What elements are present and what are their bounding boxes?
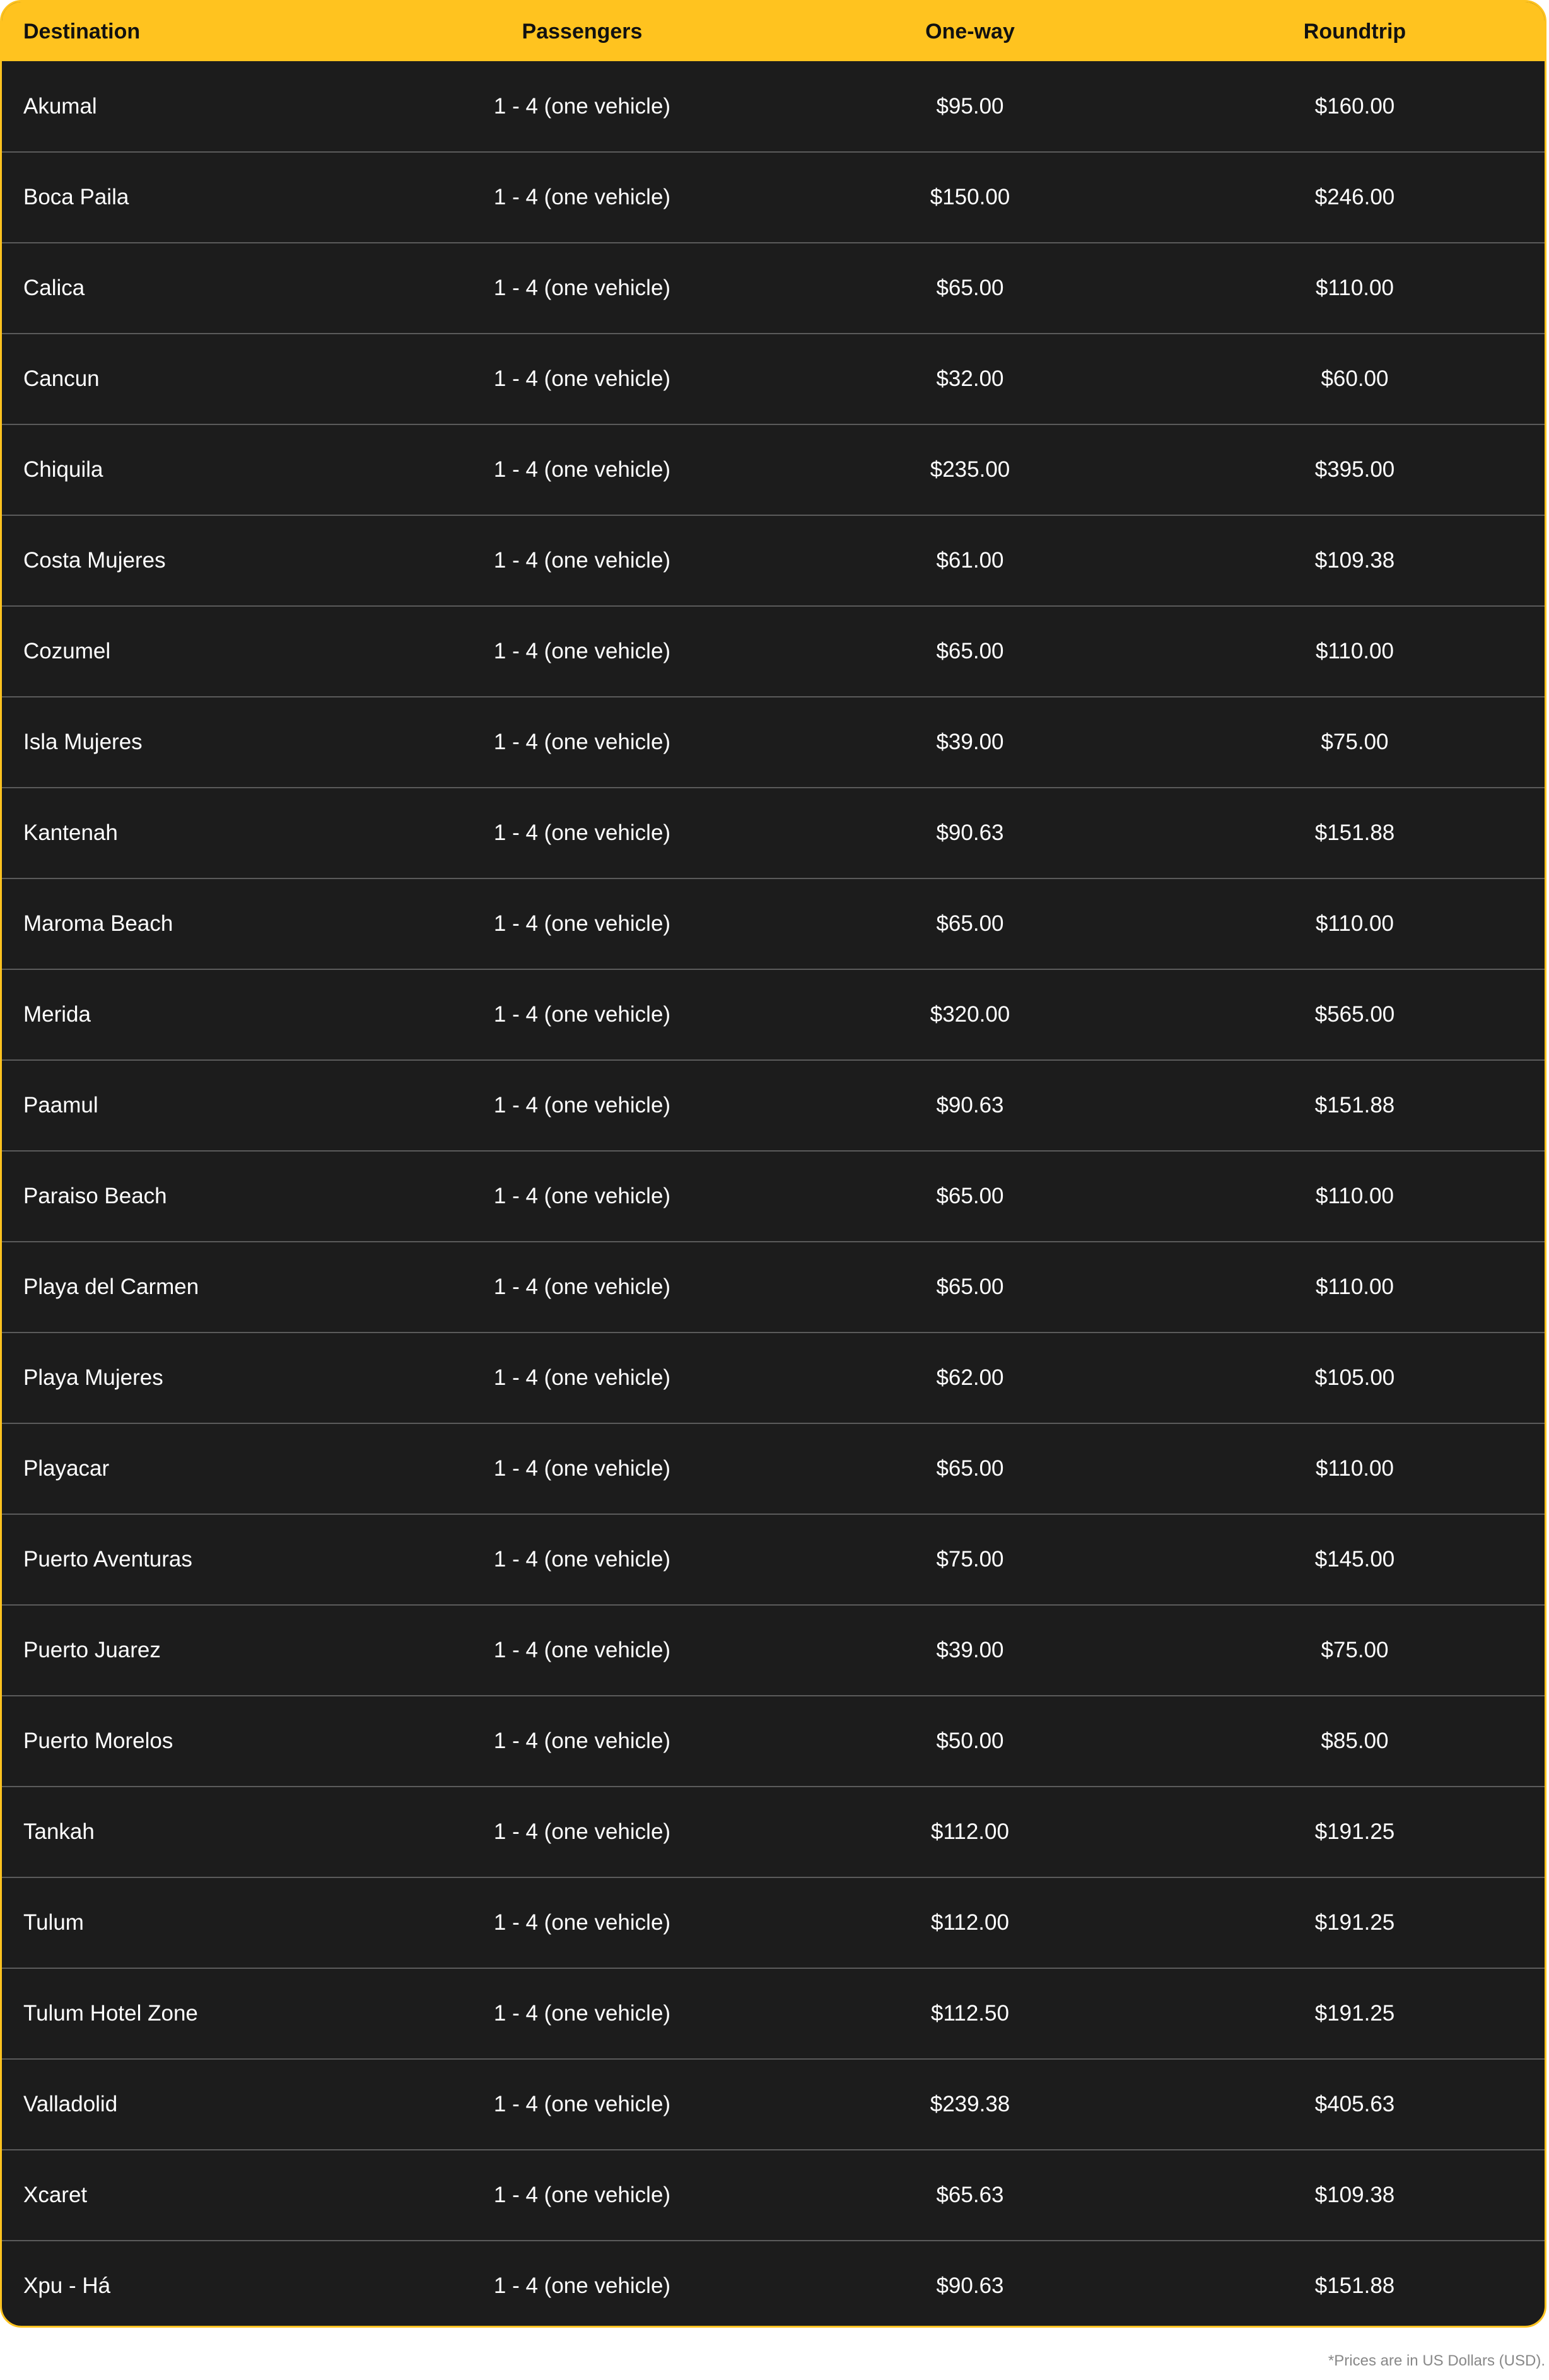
cell-destination: Puerto Morelos	[23, 1729, 173, 1753]
cell-one-way-price: $95.00	[936, 93, 1004, 119]
table-row	[2, 696, 1545, 787]
table-row	[2, 515, 1545, 605]
cell-roundtrip-price: $191.25	[1314, 1819, 1395, 1844]
cell-one-way-price: $65.00	[936, 1184, 1004, 1208]
cell-one-way-price: $65.00	[936, 1275, 1004, 1299]
cell-roundtrip-price: $110.00	[1316, 1456, 1394, 1481]
cell-passengers: 1 - 4 (one vehicle)	[493, 185, 671, 209]
cell-destination: Kantenah	[23, 820, 118, 845]
table-row	[2, 1423, 1545, 1514]
table-row	[2, 1695, 1545, 1786]
cell-roundtrip-price: $151.88	[1314, 820, 1395, 845]
table-row	[2, 1877, 1545, 1968]
table-row	[2, 1604, 1545, 1695]
table-row	[2, 1968, 1545, 2058]
cell-roundtrip-price: $191.25	[1314, 2001, 1395, 2026]
cell-roundtrip-price: $75.00	[1321, 730, 1389, 754]
cell-roundtrip-price: $109.38	[1314, 548, 1395, 573]
cell-destination: Merida	[23, 1002, 91, 1027]
cell-destination: Tulum Hotel Zone	[23, 2001, 198, 2026]
cell-destination: Puerto Aventuras	[23, 1547, 192, 1572]
cell-destination: Paraiso Beach	[23, 1184, 167, 1208]
cell-destination: Cancun	[23, 366, 100, 391]
cell-passengers: 1 - 4 (one vehicle)	[493, 548, 671, 573]
cell-destination: Akumal	[23, 93, 97, 119]
cell-roundtrip-price: $110.00	[1316, 1275, 1394, 1299]
table-header	[2, 2, 1545, 61]
cell-one-way-price: $39.00	[936, 730, 1004, 754]
cell-destination: Playacar	[23, 1456, 110, 1481]
table-row	[2, 242, 1545, 333]
cell-one-way-price: $235.00	[930, 457, 1010, 482]
cell-roundtrip-price: $151.88	[1314, 2273, 1395, 2298]
cell-one-way-price: $75.00	[936, 1547, 1004, 1572]
cell-one-way-price: $50.00	[936, 1729, 1004, 1753]
cell-one-way-price: $32.00	[936, 366, 1004, 391]
currency-footnote: *Prices are in US Dollars (USD).	[1328, 2352, 1545, 2369]
cell-passengers: 1 - 4 (one vehicle)	[493, 1456, 671, 1481]
cell-passengers: 1 - 4 (one vehicle)	[493, 276, 671, 300]
cell-passengers: 1 - 4 (one vehicle)	[493, 1547, 671, 1572]
cell-roundtrip-price: $75.00	[1321, 1638, 1389, 1662]
cell-passengers: 1 - 4 (one vehicle)	[493, 93, 671, 119]
column-header-passengers: Passengers	[522, 19, 643, 44]
table-body	[2, 61, 1545, 2328]
cell-roundtrip-price: $151.88	[1314, 1093, 1395, 1117]
cell-passengers: 1 - 4 (one vehicle)	[493, 1638, 671, 1662]
cell-passengers: 1 - 4 (one vehicle)	[493, 1002, 671, 1027]
cell-passengers: 1 - 4 (one vehicle)	[493, 1275, 671, 1299]
cell-destination: Xcaret	[23, 2183, 88, 2207]
cell-destination: Valladolid	[23, 2092, 118, 2116]
cell-one-way-price: $61.00	[936, 548, 1004, 573]
cell-destination: Isla Mujeres	[23, 730, 143, 754]
cell-roundtrip-price: $405.63	[1314, 2092, 1395, 2116]
cell-roundtrip-price: $110.00	[1316, 276, 1394, 300]
cell-passengers: 1 - 4 (one vehicle)	[493, 1819, 671, 1844]
cell-one-way-price: $239.38	[930, 2092, 1010, 2116]
cell-destination: Playa Mujeres	[23, 1365, 163, 1390]
cell-one-way-price: $90.63	[936, 2273, 1004, 2298]
cell-roundtrip-price: $60.00	[1321, 366, 1389, 391]
cell-one-way-price: $112.00	[931, 1819, 1009, 1844]
table-row	[2, 969, 1545, 1059]
table-row	[2, 1514, 1545, 1604]
cell-destination: Boca Paila	[23, 185, 129, 209]
cell-roundtrip-price: $246.00	[1314, 185, 1395, 209]
cell-one-way-price: $65.63	[936, 2183, 1004, 2207]
table-row	[2, 605, 1545, 696]
column-header-destination: Destination	[23, 19, 141, 44]
cell-destination: Calica	[23, 276, 85, 300]
table-row	[2, 61, 1545, 151]
table-row	[2, 1059, 1545, 1150]
cell-one-way-price: $39.00	[936, 1638, 1004, 1662]
cell-one-way-price: $90.63	[936, 1093, 1004, 1117]
cell-one-way-price: $320.00	[930, 1002, 1010, 1027]
cell-roundtrip-price: $110.00	[1316, 639, 1394, 663]
cell-destination: Cozumel	[23, 639, 111, 663]
table-row	[2, 878, 1545, 969]
table-row	[2, 787, 1545, 878]
column-header-one-way: One-way	[925, 19, 1015, 44]
cell-destination: Paamul	[23, 1093, 98, 1117]
column-header-roundtrip: Roundtrip	[1303, 19, 1406, 44]
table-row	[2, 2149, 1545, 2240]
cell-one-way-price: $150.00	[930, 185, 1010, 209]
cell-destination: Puerto Juarez	[23, 1638, 161, 1662]
cell-one-way-price: $65.00	[936, 1456, 1004, 1481]
table-row	[2, 1241, 1545, 1332]
cell-roundtrip-price: $105.00	[1314, 1365, 1395, 1390]
cell-roundtrip-price: $565.00	[1314, 1002, 1395, 1027]
cell-passengers: 1 - 4 (one vehicle)	[493, 911, 671, 936]
cell-one-way-price: $62.00	[936, 1365, 1004, 1390]
cell-destination: Costa Mujeres	[23, 548, 166, 573]
cell-passengers: 1 - 4 (one vehicle)	[493, 457, 671, 482]
table-row	[2, 333, 1545, 424]
cell-roundtrip-price: $191.25	[1314, 1910, 1395, 1935]
cell-destination: Xpu - Há	[23, 2273, 111, 2298]
cell-passengers: 1 - 4 (one vehicle)	[493, 2092, 671, 2116]
table-row	[2, 2058, 1545, 2149]
cell-destination: Tulum	[23, 1910, 84, 1935]
table-row	[2, 1150, 1545, 1241]
table-row	[2, 2240, 1545, 2328]
cell-roundtrip-price: $160.00	[1314, 93, 1395, 119]
cell-one-way-price: $65.00	[936, 911, 1004, 936]
cell-one-way-price: $65.00	[936, 639, 1004, 663]
table-row	[2, 151, 1545, 242]
cell-passengers: 1 - 4 (one vehicle)	[493, 2273, 671, 2298]
cell-passengers: 1 - 4 (one vehicle)	[493, 2183, 671, 2207]
cell-passengers: 1 - 4 (one vehicle)	[493, 2001, 671, 2026]
cell-destination: Maroma Beach	[23, 911, 173, 936]
cell-roundtrip-price: $109.38	[1314, 2183, 1395, 2207]
cell-one-way-price: $90.63	[936, 820, 1004, 845]
table-row	[2, 1786, 1545, 1877]
table-row	[2, 424, 1545, 515]
cell-passengers: 1 - 4 (one vehicle)	[493, 1729, 671, 1753]
table-row	[2, 1332, 1545, 1423]
cell-roundtrip-price: $110.00	[1316, 911, 1394, 936]
cell-one-way-price: $112.00	[931, 1910, 1009, 1935]
cell-passengers: 1 - 4 (one vehicle)	[493, 366, 671, 391]
cell-passengers: 1 - 4 (one vehicle)	[493, 1184, 671, 1208]
cell-passengers: 1 - 4 (one vehicle)	[493, 1093, 671, 1117]
cell-one-way-price: $112.50	[931, 2001, 1009, 2026]
cell-one-way-price: $65.00	[936, 276, 1004, 300]
cell-roundtrip-price: $145.00	[1314, 1547, 1395, 1572]
cell-passengers: 1 - 4 (one vehicle)	[493, 1910, 671, 1935]
cell-roundtrip-price: $110.00	[1316, 1184, 1394, 1208]
cell-destination: Chiquila	[23, 457, 103, 482]
cell-passengers: 1 - 4 (one vehicle)	[493, 820, 671, 845]
cell-passengers: 1 - 4 (one vehicle)	[493, 1365, 671, 1390]
cell-roundtrip-price: $395.00	[1314, 457, 1395, 482]
cell-roundtrip-price: $85.00	[1321, 1729, 1389, 1753]
cell-destination: Tankah	[23, 1819, 95, 1844]
cell-passengers: 1 - 4 (one vehicle)	[493, 730, 671, 754]
cell-destination: Playa del Carmen	[23, 1275, 199, 1299]
cell-passengers: 1 - 4 (one vehicle)	[493, 639, 671, 663]
